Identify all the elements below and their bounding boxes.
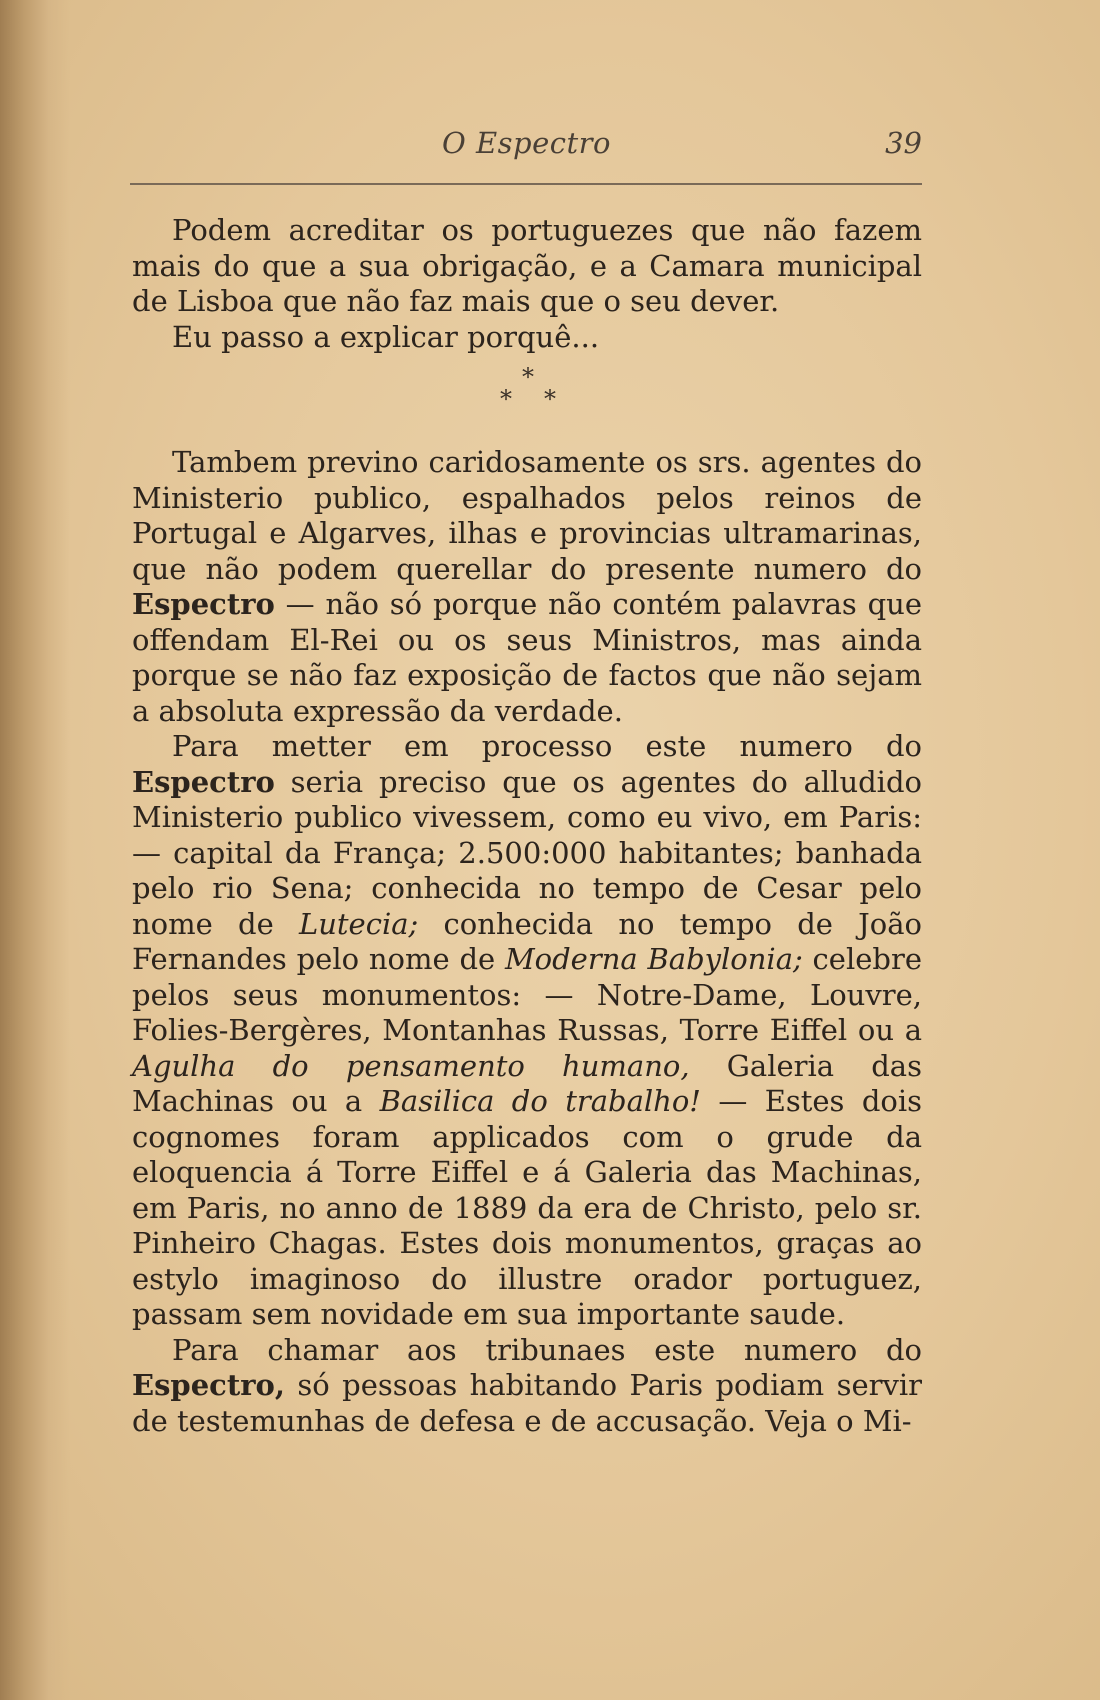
paragraph-3-text-a: Tambem previno caridosamente os srs. agentes do Ministerio publico, espalhados pelos reinos de Portugal e Algarves, ilhas e provincias ultramarinas, que não podem querellar do presente numero do [132,445,922,586]
paragraph-3-text-c: — não só porque não contém palavras que offendam El-Rei ou os seus Ministros, mas ainda porque se não faz exposição de factos que não sejam a absoluta expressão da verdade. [132,587,922,728]
paragraph-5-text-a: Para chamar aos tribunaes este numero do [172,1332,922,1367]
paragraph-1: Podem acreditar os portuguezes que não fazem mais do que a sua obrigação, e a Camara municipal de Lisboa que não faz mais que o seu dever. [132,213,922,318]
asterism-divider [132,355,922,445]
asterism-star-right: * [544,385,556,413]
italic-basilica: Basilica do trabalho! [379,1084,701,1118]
paragraph-4-text-f: Galeria das Machinas ou a [132,1048,922,1118]
paragraph-5 [132,1333,922,1440]
paragraph-4-text-c: seria preciso que os agentes do alludido Ministerio publico vivessem, como eu vivo, em Paris: — capital da França; 2.500:000 habitantes; banhada pelo rio Sena; conhecida no tempo de Cesar pelo nome de [132,764,922,941]
paragraph-4 [132,729,922,1333]
paragraph-4-text-g: — Estes dois cognomes foram applicados com o grude da eloquencia á Torre Eiffel e á Galeria das Machinas, em Paris, no anno de 1889 da era de Christo, pelo sr. Pinheiro Chagas. Estes dois monumentos, graças ao estylo imaginoso do illustre orador portuguez, passam sem novidade em sua importante saude. [132,1084,922,1331]
page-header [130,122,922,168]
header-rule [130,183,922,185]
publication-name: Espectro [132,764,275,799]
paragraph-3 [132,445,922,729]
italic-lutecia: Lutecia; [298,906,419,941]
publication-name: Espectro [132,587,275,621]
publication-name: Espectro, [132,1368,285,1402]
italic-agulha: Agulha do pensamento humano, [132,1048,690,1083]
page-gutter-shadow [0,0,70,1700]
paragraph-4-text-e: celebre pelos seus monumentos: — Notre-Dame, Louvre, Folies-Bergères, Montanhas Russas, Torre Eiffel ou a [132,942,922,1047]
running-title: O Espectro [442,126,611,160]
asterism-star-top: * [522,363,534,391]
page-number: 39 [885,126,922,160]
paragraph-2: Eu passo a explicar porquê... [172,319,600,354]
body-text [132,213,922,1439]
paragraph-5-text-c: só pessoas habitando Paris podiam servir de testemunhas de defesa e de accusação. Veja o Mi- [132,1368,922,1438]
asterism-star-left: * [500,385,512,413]
paragraph-4-text-a: Para metter em processo este numero do [172,729,922,763]
italic-moderna-babylonia: Moderna Babylonia; [504,942,803,976]
paragraph-4-text-d: conhecida no tempo de João Fernandes pelo nome de [132,906,923,976]
